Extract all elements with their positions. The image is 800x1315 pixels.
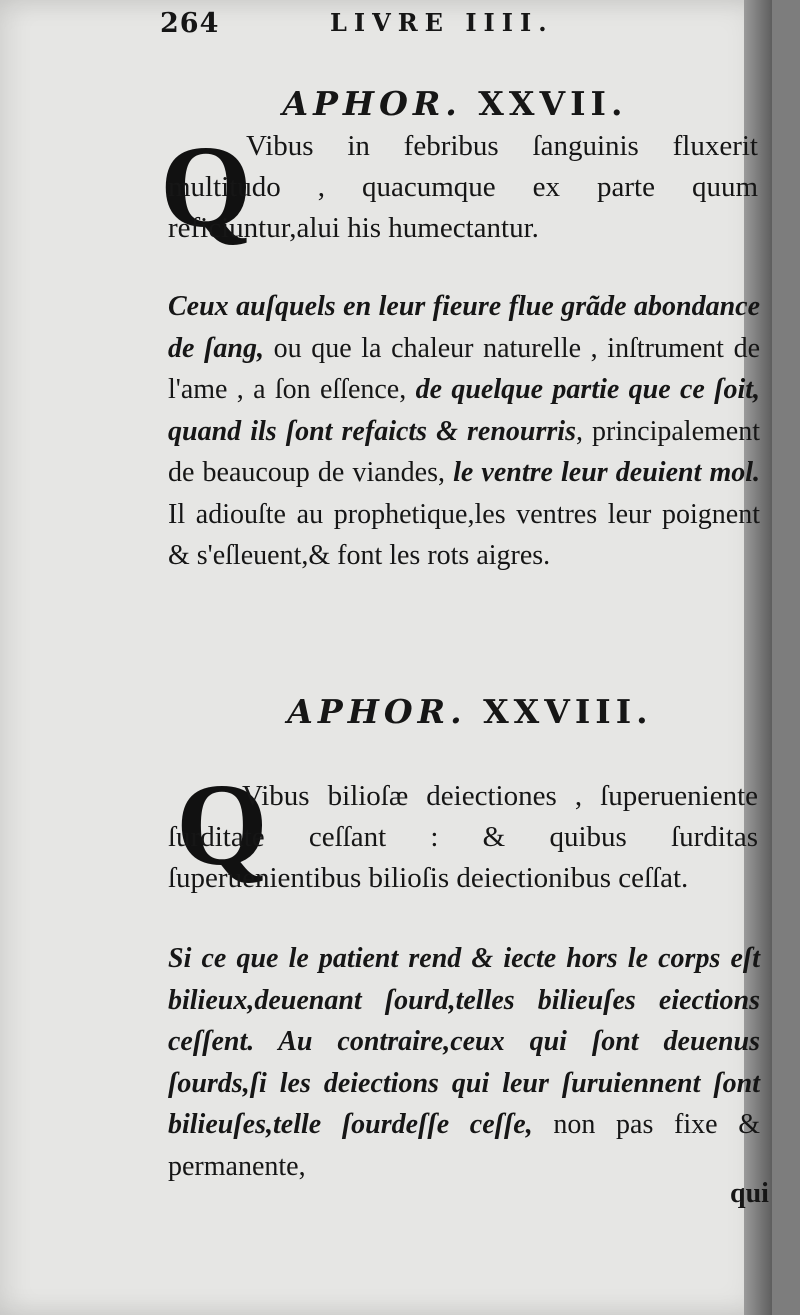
french-italic: Si ce que le patient rend & iecte hors le corps eſt bilieux,deuenant ſourd,telles bilieuſes eiections ceſſent. Au contraire,ceux qui ſont deuenus ſourds,ſi les deiections qui leur ſuruiennent ſont bilieuſes,telle ſourdeſſe ceſſe,	[168, 943, 760, 1140]
aphorism-28-latin	[168, 776, 758, 899]
french-roman: ou que la chaleur naturelle , inſtrument de l'ame , a ſon eſſence,	[168, 332, 760, 405]
aphorism-number: XXVIII.	[483, 692, 653, 731]
latin-text: Vibus in febribus ſanguinis fluxerit multitudo , quacumque ex parte quum reficiuntur,alui his humectantur.	[168, 130, 758, 244]
page-number: 264	[160, 8, 220, 39]
french-roman: Il adiouſte au prophetique,les ventres leur poignent & s'eſleuent,& font les rots aigres.	[168, 498, 760, 571]
running-title: LIVRE IIII.	[330, 8, 554, 37]
french-italic: de quelque partie que ce ſoit, quand ils ſont refaicts & renourris	[168, 374, 761, 447]
latin-text: Vibus bilioſæ deiectiones , ſuperueniente ſurditate ceſſant : & quibus ſurditas ſuperuenientibus bilioſis deiectionibus ceſſat.	[168, 780, 758, 894]
aphorism-label: APHOR.	[282, 84, 462, 123]
french-roman: non pas fixe & permanente,	[168, 1109, 760, 1182]
drop-cap: Q	[160, 121, 252, 252]
aphorism-label: APHOR.	[287, 692, 467, 731]
aphorism-28-french	[168, 938, 760, 1187]
aphorism-27-french	[168, 286, 760, 577]
aphorism-number: XXVII.	[478, 84, 628, 123]
drop-cap: Q	[176, 759, 268, 890]
french-italic: le ventre leur deuient mol.	[453, 457, 761, 488]
catchword: qui	[730, 1178, 769, 1209]
aphorism-28-heading	[170, 692, 770, 731]
aphorism-27-latin	[168, 126, 758, 249]
aphorism-27-heading	[155, 84, 755, 123]
french-roman: , principalement de beaucoup de viandes,	[168, 415, 760, 488]
french-italic: Ceux auſquels en leur fieure flue grãde abondance de ſang,	[168, 291, 760, 364]
